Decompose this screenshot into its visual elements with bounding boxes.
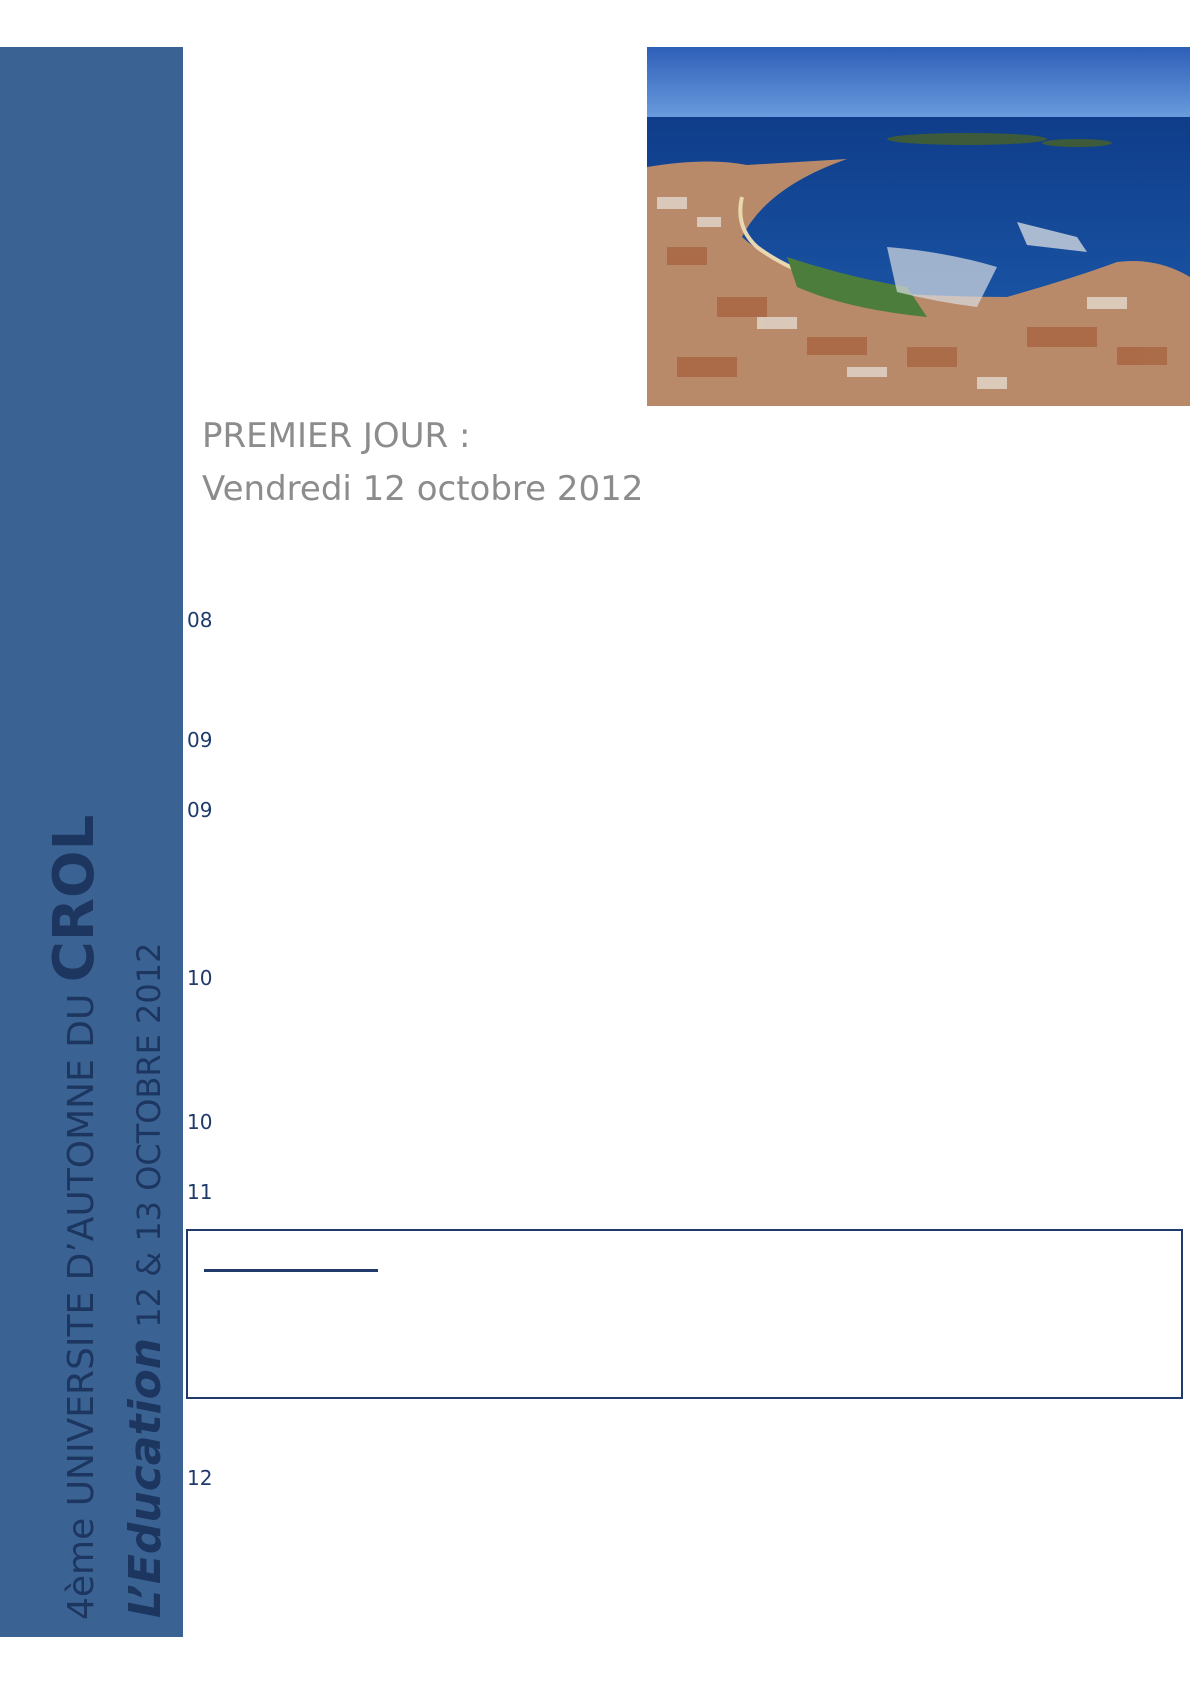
schedule-time: 10 [187,966,213,990]
schedule-time: 10 [187,1110,213,1134]
highlight-box [186,1229,1183,1399]
event-dates: 12 & 13 OCTOBRE 2012 [130,942,168,1328]
cannes-aerial-photo [647,47,1190,406]
event-theme: L’Education [120,1337,171,1618]
event-title-prefix: 4ème UNIVERSITE D’AUTOMNE DU [61,982,102,1620]
schedule-time: 11 [187,1180,213,1204]
event-title-vertical [42,815,107,1620]
box-underline [204,1269,378,1272]
page-title [202,410,643,516]
event-title-crol: CROL [42,814,107,983]
schedule-time: 09 [187,798,213,822]
day-heading: PREMIER JOUR : [202,416,471,456]
schedule-time: 12 [187,1466,213,1490]
schedule-time: 09 [187,728,213,752]
event-subtitle-vertical [120,943,171,1619]
schedule-time: 08 [187,608,213,632]
day-date: Vendredi 12 octobre 2012 [202,469,644,509]
